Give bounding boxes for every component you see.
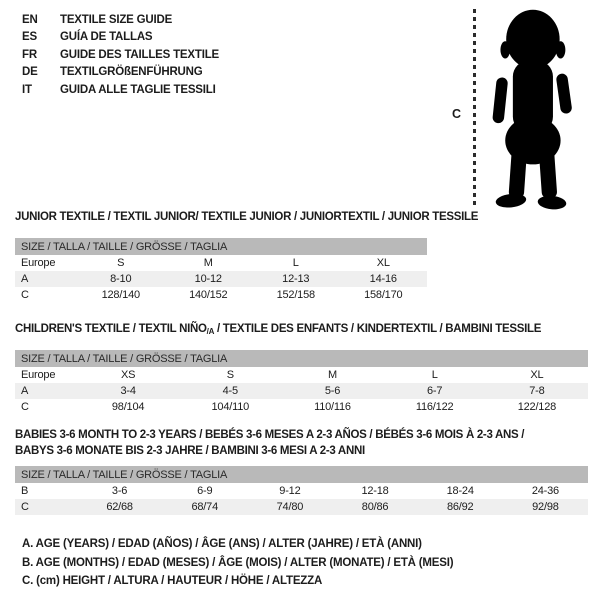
cell: 86/92 bbox=[418, 499, 503, 515]
height-measure-label: C bbox=[452, 107, 462, 121]
language-title: GUIDE DES TAILLES TEXTILE bbox=[60, 48, 219, 61]
language-code: EN bbox=[22, 13, 38, 26]
babies-heading-line1: BABIES 3-6 MONTH TO 2-3 YEARS / BEBÉS 3-6 MESES A 2-3 AÑOS / BÉBÉS 3-6 MOIS À 2-3 ANS / bbox=[15, 429, 525, 441]
size-header: SIZE / TALLA / TAILLE / GRÖSSE / TAGLIA bbox=[15, 466, 588, 483]
table-row bbox=[15, 399, 588, 415]
list-item bbox=[22, 46, 219, 64]
list-item bbox=[22, 81, 219, 99]
cell: 80/86 bbox=[332, 499, 417, 515]
cell: 7-8 bbox=[486, 383, 588, 399]
language-code: ES bbox=[22, 31, 37, 44]
cell: 140/152 bbox=[189, 289, 228, 301]
cell: 158/170 bbox=[364, 289, 403, 301]
footnote-c: C. (cm) HEIGHT / ALTURA / HAUTEUR / HÖHE / ALTEZZA bbox=[22, 575, 323, 587]
children-section-heading: CHILDREN'S TEXTILE / TEXTIL NIÑO/A / TEXTILE DES ENFANTS / KINDERTEXTIL / BAMBINI TESSILE bbox=[15, 323, 542, 336]
cell: XL bbox=[530, 369, 544, 381]
language-code: FR bbox=[22, 48, 37, 61]
size-header-row bbox=[15, 350, 588, 367]
row-label: Europe bbox=[21, 369, 56, 381]
cell: 104/110 bbox=[211, 401, 250, 413]
cell: M bbox=[203, 257, 213, 269]
language-code: DE bbox=[22, 66, 38, 79]
cell: 98/104 bbox=[111, 401, 145, 413]
row-label: C bbox=[21, 401, 29, 413]
cell: 110/116 bbox=[314, 401, 351, 413]
cell: S bbox=[226, 369, 234, 381]
cell: 74/80 bbox=[247, 499, 332, 515]
table-row bbox=[15, 367, 588, 383]
table-row bbox=[15, 255, 427, 271]
junior-section-heading: JUNIOR TEXTILE / TEXTIL JUNIOR/ TEXTILE JUNIOR / JUNIORTEXTIL / JUNIOR TESSILE bbox=[15, 211, 479, 223]
row-label: A bbox=[15, 271, 77, 287]
language-title: TEXTILGRÖßENFÜHRUNG bbox=[60, 66, 203, 79]
cell: 3-6 bbox=[111, 485, 128, 497]
cell: 9-12 bbox=[279, 485, 301, 497]
footnote-a: A. AGE (YEARS) / EDAD (AÑOS) / ÂGE (ANS) / ALTER (JAHRE) / ETÀ (ANNI) bbox=[22, 538, 422, 550]
cell: 3-4 bbox=[77, 383, 179, 399]
row-label: A bbox=[15, 383, 77, 399]
cell: 24-36 bbox=[531, 485, 559, 497]
cell: 68/74 bbox=[162, 499, 247, 515]
babies-section-heading bbox=[15, 428, 575, 459]
cell: 152/158 bbox=[276, 289, 315, 301]
table-row bbox=[15, 383, 588, 399]
table-row bbox=[15, 287, 427, 303]
row-label: C bbox=[21, 289, 29, 301]
cell: 6-7 bbox=[384, 383, 486, 399]
cell: S bbox=[117, 257, 125, 269]
cell: 116/122 bbox=[415, 401, 454, 413]
size-header: SIZE / TALLA / TAILLE / GRÖSSE / TAGLIA bbox=[15, 350, 588, 367]
footnote-b: B. AGE (MONTHS) / EDAD (MESES) / ÂGE (MOIS) / ALTER (MONATE) / ETÀ (MESI) bbox=[22, 556, 454, 569]
babies-size-table bbox=[15, 466, 588, 515]
babies-heading-line2: BABYS 3-6 MONATE BIS 2-3 JAHRE / BAMBINI 3-6 MESI A 2-3 ANNI bbox=[15, 444, 365, 457]
cell: XS bbox=[120, 369, 136, 381]
cell: 128/140 bbox=[101, 289, 140, 301]
cell: 12-18 bbox=[361, 485, 389, 497]
language-title: GUÍA DE TALLAS bbox=[60, 31, 153, 44]
cell: 122/128 bbox=[517, 401, 557, 413]
cell: 8-10 bbox=[77, 271, 165, 287]
cell: 14-16 bbox=[340, 271, 428, 287]
language-code: IT bbox=[22, 83, 32, 96]
row-label: B bbox=[21, 485, 29, 497]
size-header-row bbox=[15, 466, 588, 483]
table-row bbox=[15, 499, 588, 515]
cell: L bbox=[292, 257, 299, 269]
cell: 18-24 bbox=[446, 485, 474, 497]
cell: 10-12 bbox=[165, 271, 253, 287]
cell: 92/98 bbox=[503, 499, 588, 515]
table-row bbox=[15, 483, 588, 499]
cell: 4-5 bbox=[179, 383, 281, 399]
footnotes bbox=[22, 538, 453, 594]
cell: 12-13 bbox=[252, 271, 340, 287]
size-header: SIZE / TALLA / TAILLE / GRÖSSE / TAGLIA bbox=[15, 238, 427, 255]
list-item bbox=[22, 64, 219, 82]
cell: 5-6 bbox=[281, 383, 383, 399]
toddler-silhouette-icon bbox=[482, 5, 580, 215]
height-measure-dashed-line bbox=[473, 9, 476, 206]
row-label: Europe bbox=[21, 257, 56, 269]
cell: XL bbox=[376, 257, 390, 269]
subscript-a: /A bbox=[206, 327, 215, 336]
cell: 62/68 bbox=[77, 499, 162, 515]
cell: L bbox=[431, 369, 438, 381]
cell: M bbox=[327, 369, 337, 381]
size-header-row bbox=[15, 238, 427, 255]
children-size-table bbox=[15, 350, 588, 415]
cell: 6-9 bbox=[197, 485, 213, 497]
junior-size-table bbox=[15, 238, 427, 303]
list-item bbox=[22, 29, 219, 47]
language-legend bbox=[22, 11, 219, 99]
list-item bbox=[22, 11, 219, 29]
table-row bbox=[15, 271, 427, 287]
language-title: TEXTILE SIZE GUIDE bbox=[60, 13, 173, 26]
language-title: GUIDA ALLE TAGLIE TESSILI bbox=[60, 83, 216, 96]
row-label: C bbox=[15, 499, 77, 515]
